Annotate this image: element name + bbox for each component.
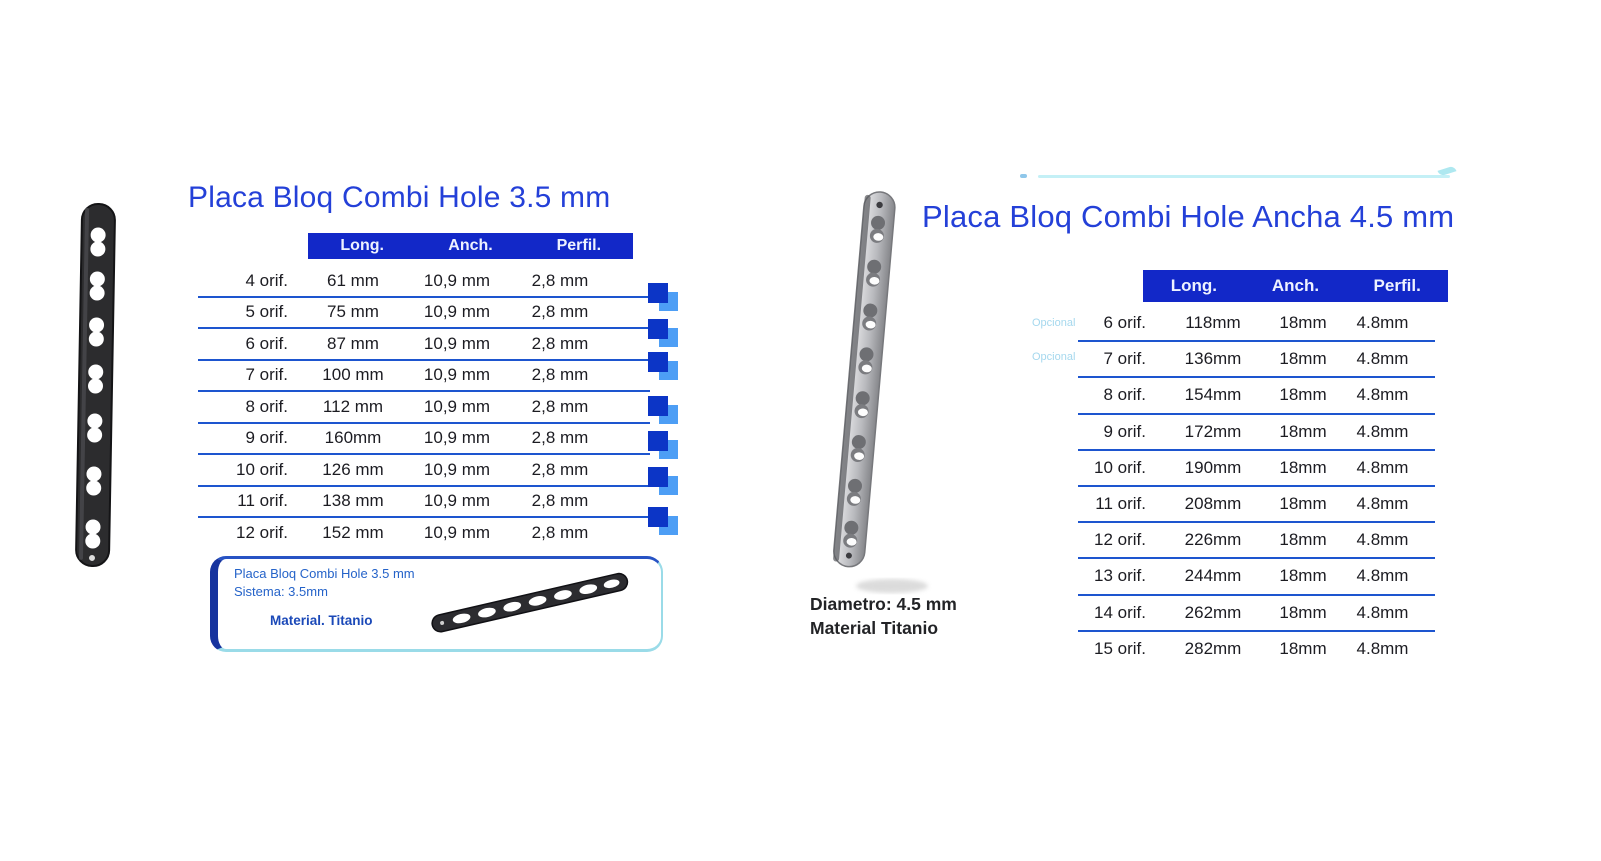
cell-orifices: 14 orif. bbox=[1094, 602, 1146, 622]
cell-orifices: 10 orif. bbox=[236, 459, 288, 479]
optional-label: Opcional bbox=[1032, 317, 1076, 329]
header-perfil: Perfil. bbox=[1373, 276, 1421, 295]
cell-length: 87 mm bbox=[327, 333, 379, 353]
left-size-table bbox=[198, 266, 650, 548]
cell-width: 18mm bbox=[1279, 385, 1327, 405]
table-row bbox=[1078, 415, 1435, 451]
cell-length: 126 mm bbox=[322, 459, 384, 479]
silver-bone-plate-photo bbox=[822, 186, 947, 606]
table-row bbox=[1078, 632, 1435, 666]
table-row bbox=[198, 487, 650, 519]
cell-profile: 4.8mm bbox=[1356, 313, 1409, 333]
cell-width: 10,9 mm bbox=[423, 428, 491, 448]
cell-width: 18mm bbox=[1279, 530, 1327, 550]
cell-width: 18mm bbox=[1279, 457, 1327, 477]
table-row bbox=[1078, 596, 1435, 632]
info-box-system: Sistema: 3.5mm bbox=[234, 584, 328, 599]
small-plate-icon bbox=[418, 563, 653, 643]
cell-length: 118mm bbox=[1185, 313, 1241, 333]
accent-tick bbox=[1020, 174, 1027, 178]
overlapping-squares-icon bbox=[648, 507, 682, 538]
cell-width: 18mm bbox=[1279, 494, 1327, 514]
cell-width: 10,9 mm bbox=[423, 270, 491, 290]
header-long: Long. bbox=[340, 237, 384, 254]
cell-orifices: 12 orif. bbox=[236, 522, 288, 542]
cell-profile: 2,8 mm bbox=[531, 459, 589, 479]
cell-length: 154mm bbox=[1184, 385, 1242, 405]
cell-width: 10,9 mm bbox=[423, 365, 491, 385]
cell-length: 112 mm bbox=[322, 396, 384, 416]
cell-orifices: 6 orif. bbox=[245, 333, 288, 353]
header-anch: Anch. bbox=[448, 237, 493, 254]
cell-width: 10,9 mm bbox=[423, 396, 491, 416]
table-row bbox=[1078, 378, 1435, 414]
overlapping-squares-icon bbox=[648, 467, 682, 498]
cell-orifices: 15 orif. bbox=[1094, 638, 1146, 658]
table-row bbox=[198, 298, 650, 330]
table-row bbox=[1078, 342, 1435, 378]
cell-orifices: 4 orif. bbox=[245, 270, 288, 290]
dark-bone-plate-icon bbox=[55, 196, 135, 581]
cell-orifices: 9 orif. bbox=[1103, 421, 1146, 441]
header-anch: Anch. bbox=[1271, 276, 1320, 295]
table-row bbox=[1078, 451, 1435, 487]
cell-profile: 4.8mm bbox=[1356, 385, 1409, 405]
cell-profile: 2,8 mm bbox=[531, 428, 589, 448]
cell-length: 152 mm bbox=[322, 522, 384, 542]
cell-orifices: 11 orif. bbox=[237, 491, 288, 511]
cell-width: 10,9 mm bbox=[423, 491, 491, 511]
cell-width: 18mm bbox=[1279, 349, 1327, 369]
table-row bbox=[1078, 306, 1435, 342]
cell-orifices: 11 orif. bbox=[1095, 494, 1146, 514]
cell-orifices: 12 orif. bbox=[1094, 530, 1146, 550]
cell-profile: 2,8 mm bbox=[531, 302, 589, 322]
cell-orifices: 7 orif. bbox=[245, 365, 288, 385]
cell-orifices: 8 orif. bbox=[1103, 385, 1146, 405]
left-section-title: Placa Bloq Combi Hole 3.5 mm bbox=[188, 181, 611, 214]
cell-length: 262mm bbox=[1184, 602, 1242, 622]
material-note: Material Titanio bbox=[810, 618, 939, 638]
cell-length: 190mm bbox=[1184, 457, 1242, 477]
cell-length: 136mm bbox=[1184, 349, 1242, 369]
cell-orifices: 13 orif. bbox=[1094, 566, 1146, 586]
cell-width: 10,9 mm bbox=[423, 302, 491, 322]
product-info-box bbox=[210, 556, 663, 652]
left-table-header bbox=[308, 233, 633, 259]
accent-line bbox=[1038, 175, 1450, 178]
cell-profile: 2,8 mm bbox=[531, 491, 589, 511]
cell-profile: 4.8mm bbox=[1356, 566, 1409, 586]
table-row bbox=[198, 518, 650, 548]
table-row bbox=[1078, 523, 1435, 559]
cell-orifices: 9 orif. bbox=[245, 428, 288, 448]
cell-profile: 4.8mm bbox=[1356, 530, 1409, 550]
cell-length: 160mm bbox=[324, 428, 382, 448]
cell-orifices: 7 orif. bbox=[1103, 349, 1146, 369]
cell-orifices: 5 orif. bbox=[245, 302, 288, 322]
cell-profile: 2,8 mm bbox=[531, 522, 589, 542]
cell-length: 172mm bbox=[1184, 421, 1242, 441]
cell-length: 61 mm bbox=[327, 270, 379, 290]
cell-width: 18mm bbox=[1279, 566, 1327, 586]
header-perfil: Perfil. bbox=[556, 237, 602, 254]
cell-length: 75 mm bbox=[327, 302, 379, 322]
silver-bone-plate-icon bbox=[822, 186, 947, 606]
cell-profile: 2,8 mm bbox=[531, 365, 589, 385]
right-size-table bbox=[1078, 306, 1435, 666]
diameter-note: Diametro: 4.5 mm bbox=[810, 594, 957, 614]
cell-orifices: 10 orif. bbox=[1094, 457, 1146, 477]
cell-width: 18mm bbox=[1279, 602, 1327, 622]
cell-width: 18mm bbox=[1279, 313, 1327, 333]
dark-bone-plate-photo bbox=[55, 196, 135, 581]
overlapping-squares-icon bbox=[648, 431, 682, 462]
cell-length: 208mm bbox=[1184, 494, 1242, 514]
cell-profile: 2,8 mm bbox=[531, 333, 589, 353]
overlapping-squares-icon bbox=[648, 283, 682, 314]
cell-profile: 4.8mm bbox=[1356, 457, 1409, 477]
cell-profile: 4.8mm bbox=[1356, 638, 1409, 658]
table-row bbox=[198, 392, 650, 424]
table-row bbox=[1078, 559, 1435, 595]
cell-profile: 4.8mm bbox=[1356, 349, 1409, 369]
cell-width: 18mm bbox=[1279, 421, 1327, 441]
right-table-header bbox=[1143, 270, 1448, 302]
small-plate-photo bbox=[418, 563, 653, 643]
table-row bbox=[198, 424, 650, 456]
cell-length: 138 mm bbox=[322, 491, 384, 511]
cell-length: 226mm bbox=[1184, 530, 1242, 550]
cell-profile: 4.8mm bbox=[1356, 494, 1409, 514]
cell-profile: 4.8mm bbox=[1356, 421, 1409, 441]
cell-width: 18mm bbox=[1279, 638, 1327, 658]
table-row bbox=[1078, 487, 1435, 523]
cell-width: 10,9 mm bbox=[423, 333, 491, 353]
optional-label: Opcional bbox=[1032, 351, 1076, 363]
table-row bbox=[198, 361, 650, 393]
cell-orifices: 6 orif. bbox=[1103, 313, 1146, 333]
table-row bbox=[198, 455, 650, 487]
cell-length: 282mm bbox=[1184, 638, 1242, 658]
info-box-title: Placa Bloq Combi Hole 3.5 mm bbox=[234, 566, 415, 581]
info-box-material: Material. Titanio bbox=[270, 613, 373, 628]
cell-orifices: 8 orif. bbox=[245, 396, 288, 416]
overlapping-squares-icon bbox=[648, 396, 682, 427]
header-long: Long. bbox=[1170, 276, 1217, 295]
cell-profile: 2,8 mm bbox=[531, 270, 589, 290]
overlapping-squares-icon bbox=[648, 319, 682, 350]
table-row bbox=[198, 266, 650, 298]
right-section-title: Placa Bloq Combi Hole Ancha 4.5 mm bbox=[922, 199, 1455, 234]
cell-width: 10,9 mm bbox=[423, 522, 491, 542]
cell-length: 100 mm bbox=[322, 365, 384, 385]
table-row bbox=[198, 329, 650, 361]
cell-width: 10,9 mm bbox=[423, 459, 491, 479]
cell-profile: 4.8mm bbox=[1356, 602, 1409, 622]
overlapping-squares-icon bbox=[648, 352, 682, 383]
cell-length: 244mm bbox=[1184, 566, 1242, 586]
cell-profile: 2,8 mm bbox=[531, 396, 589, 416]
